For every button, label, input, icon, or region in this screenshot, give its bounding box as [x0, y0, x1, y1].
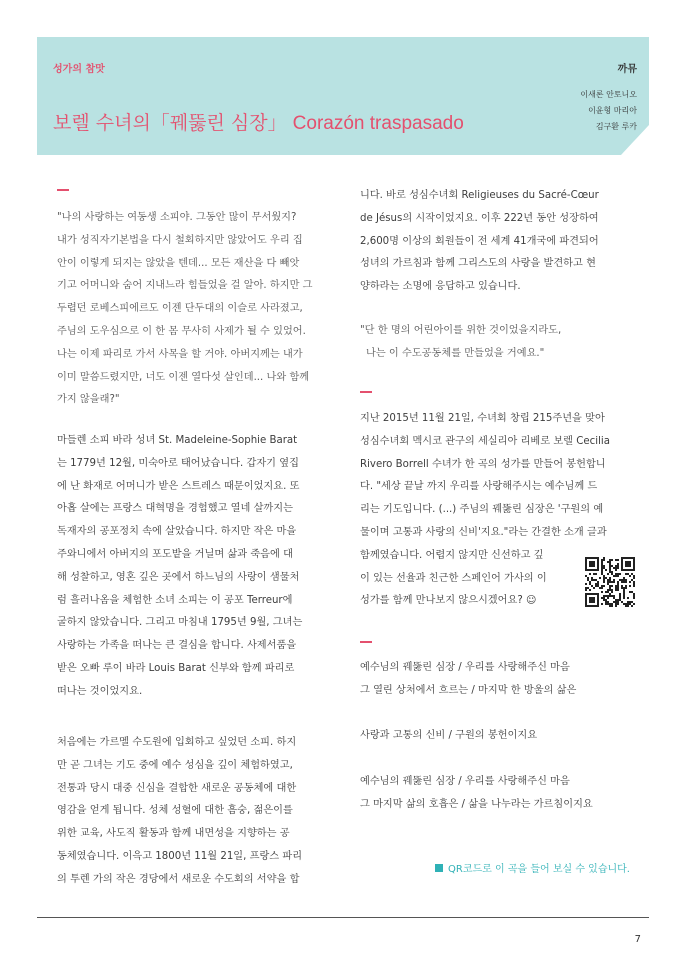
lyrics-line: 그 열린 상처에서 흐르는 / 마지막 한 방울의 삶은: [360, 684, 577, 696]
left-column-paragraph-1: [57, 430, 347, 704]
body-line: 2,600명 이상의 회원들이 전 세계 41개국에 파견되어: [360, 235, 599, 247]
body-line: 럼 흘러나옴을 체험한 소녀 소피는 이 공포 Terreur에: [57, 594, 293, 606]
body-line: 떠나는 것이었지요.: [57, 685, 143, 697]
body-line: 영감을 얻게 됩니다. 성체 성혈에 대한 흠숭, 젊은이를: [57, 805, 293, 817]
author-name: 김구환 루카: [595, 122, 637, 131]
quote-line: 기고 어머니와 숨어 지내느라 힘들었을 걸 알아. 하지만 그: [57, 280, 313, 292]
quote-line: 두렵던 로베스피에르도 이젠 단두대의 이슬로 사라졌고,: [57, 303, 303, 315]
quote-line: "나의 사랑하는 여동생 소피야. 그동안 많이 무서웠지?: [57, 212, 297, 223]
body-line: 양하라는 소명에 응답하고 있습니다.: [360, 281, 521, 293]
body-line: 사랑하는 가족을 떠나는 큰 결심을 합니다. 사제서품을: [57, 640, 297, 652]
lyrics-block: [360, 657, 650, 817]
left-column-quote: [57, 207, 347, 412]
bullet-square-icon: [435, 864, 443, 872]
brand-label: 까뮤: [617, 64, 637, 75]
body-line: 성심수녀회 멕시코 관구의 세실리아 리베로 보렐 Cecilia: [360, 435, 610, 447]
body-line: 함께였습니다. 어렵지 않지만 신선하고 깊: [360, 549, 544, 561]
header-banner: [37, 37, 649, 155]
body-line: 받은 오빠 루이 바라 Louis Barat 신부와 함께 파리로: [57, 662, 295, 674]
right-column-quote: [360, 320, 650, 366]
body-line: 니다. 바로 성심수녀회 Religieuses du Sacré-Cœur: [360, 190, 599, 201]
author-list: [580, 87, 637, 135]
body-line: 리는 기도입니다. (...) 주님의 꿰뚫린 심장은 '구원의 예: [360, 504, 604, 516]
right-column-paragraph-1: [360, 185, 650, 299]
body-line: 동체였습니다. 이윽고 1800년 11월 21일, 프랑스 파리: [57, 850, 303, 862]
quote-line: 나는 이 수도공동체를 만들었을 거예요.": [366, 347, 545, 359]
qr-caption: [435, 860, 630, 875]
body-line: 지난 2015년 11월 21일, 수녀회 창립 215주년을 맞아: [360, 413, 605, 424]
body-line: 전통과 당시 대중 신심을 결합한 새로운 공동체에 대한: [57, 782, 297, 794]
body-line: 해 성찰하고, 영혼 깊은 곳에서 하느님의 사랑이 샘물처: [57, 571, 300, 583]
lyrics-line: 예수님의 꿰뚫린 심장 / 우리를 사랑해주신 마음: [360, 775, 570, 787]
author-name: 이새론 안토니오: [580, 90, 637, 99]
quote-line: "단 한 명의 어린아이를 위한 것이었을지라도,: [360, 325, 562, 336]
body-line: 는 1779년 12월, 미숙아로 태어났습니다. 갑자기 옆집: [57, 457, 299, 469]
quote-line: 가지 않을래?": [57, 394, 120, 406]
body-line: 이 있는 선율과 친근한 스페인어 가사의 이: [360, 572, 547, 584]
quote-line: 내가 성직자기본법을 다시 철회하지만 않았어도 우리 집: [57, 234, 303, 246]
lyrics-spacer: [360, 748, 650, 771]
body-line: 처음에는 가르멜 수도원에 입회하고 싶었던 소피. 하지: [57, 737, 297, 748]
left-column-paragraph-2: [57, 732, 347, 892]
body-line: Rivero Borrell 수녀가 한 곡의 성가를 만들어 봉헌합니: [360, 458, 606, 470]
body-line: 의 투렌 가의 작은 경당에서 새로운 수도회의 서약을 합: [57, 873, 300, 885]
lyrics-line: 그 마지막 삶의 호흡은 / 삶을 나누라는 가르침이지요: [360, 798, 593, 810]
qr-caption-text: QR코드로 이 곡을 들어 보실 수 있습니다.: [448, 864, 630, 875]
body-line: 마들렌 소피 바라 성녀 St. Madeleine-Sophie Barat: [57, 435, 298, 446]
quote-line: 이미 말씀드렸지만, 너도 이젠 열다섯 살인데... 나와 함께: [57, 371, 310, 383]
lyrics-spacer: [360, 703, 650, 726]
smile-icon: ☺: [526, 595, 537, 607]
section-dash: [360, 641, 372, 643]
body-line: 에 난 화재로 어머니가 받은 스트레스 때문이었지요. 또: [57, 480, 300, 492]
article-title: [53, 108, 464, 135]
section-dash: [360, 391, 372, 393]
qr-code[interactable]: [585, 557, 635, 607]
body-line: 위한 교육, 사도직 활동과 함께 내면성을 지향하는 공: [57, 828, 290, 840]
quote-line: 나는 이제 파리로 가서 사목을 할 거야. 아버지께는 내가: [57, 348, 303, 360]
article-title-korean: 보렐 수녀의「꿰뚫린 심장」: [53, 112, 287, 134]
body-line: 아홉 살에는 프랑스 대혁명을 경험했고 열네 살까지는: [57, 503, 293, 515]
footer-divider: [37, 917, 649, 918]
body-line: 주와니에서 아버지의 포도밭을 거닐며 삶과 죽음에 대: [57, 548, 293, 560]
section-dash: [57, 189, 69, 191]
lyrics-line: 예수님의 꿰뚫린 심장 / 우리를 사랑해주신 마음: [360, 662, 570, 673]
body-line: 만 곧 그녀는 기도 중에 예수 성심을 깊이 체험하였고,: [57, 759, 293, 771]
author-name: 이윤형 마리아: [588, 106, 637, 115]
body-line-text: 성가를 함께 만나보지 않으시겠어요?: [360, 595, 523, 607]
quote-line: 안이 이렇게 되지는 않았을 텐데... 모든 재산을 다 빼앗: [57, 257, 300, 269]
section-label: 성가의 참맛: [53, 64, 105, 75]
body-line: de Jésus의 시작이었지요. 이후 222년 동안 성장하여: [360, 212, 599, 224]
body-line: 다. "세상 끝날 까지 우리를 사랑해주시는 예수님께 드: [360, 481, 598, 493]
lyrics-line: 사랑과 고통의 신비 / 구원의 봉헌이지요: [360, 730, 538, 742]
body-line: 성녀의 가르침과 함께 그리스도의 사랑을 발견하고 현: [360, 258, 596, 270]
body-line: 물이며 고통과 사랑의 신비'지요."라는 간결한 소개 글과: [360, 526, 607, 538]
body-line: 굴하지 않았습니다. 그리고 마침내 1795년 9월, 그녀는: [57, 617, 303, 629]
page-number: 7: [634, 934, 641, 945]
body-line: 독재자의 공포정치 속에 살았습니다. 하지만 작은 마을: [57, 526, 297, 538]
article-title-latin: Corazón traspasado: [292, 113, 464, 134]
quote-line: 주님의 도우심으로 이 한 몸 무사히 사제가 될 수 있었어.: [57, 325, 306, 337]
